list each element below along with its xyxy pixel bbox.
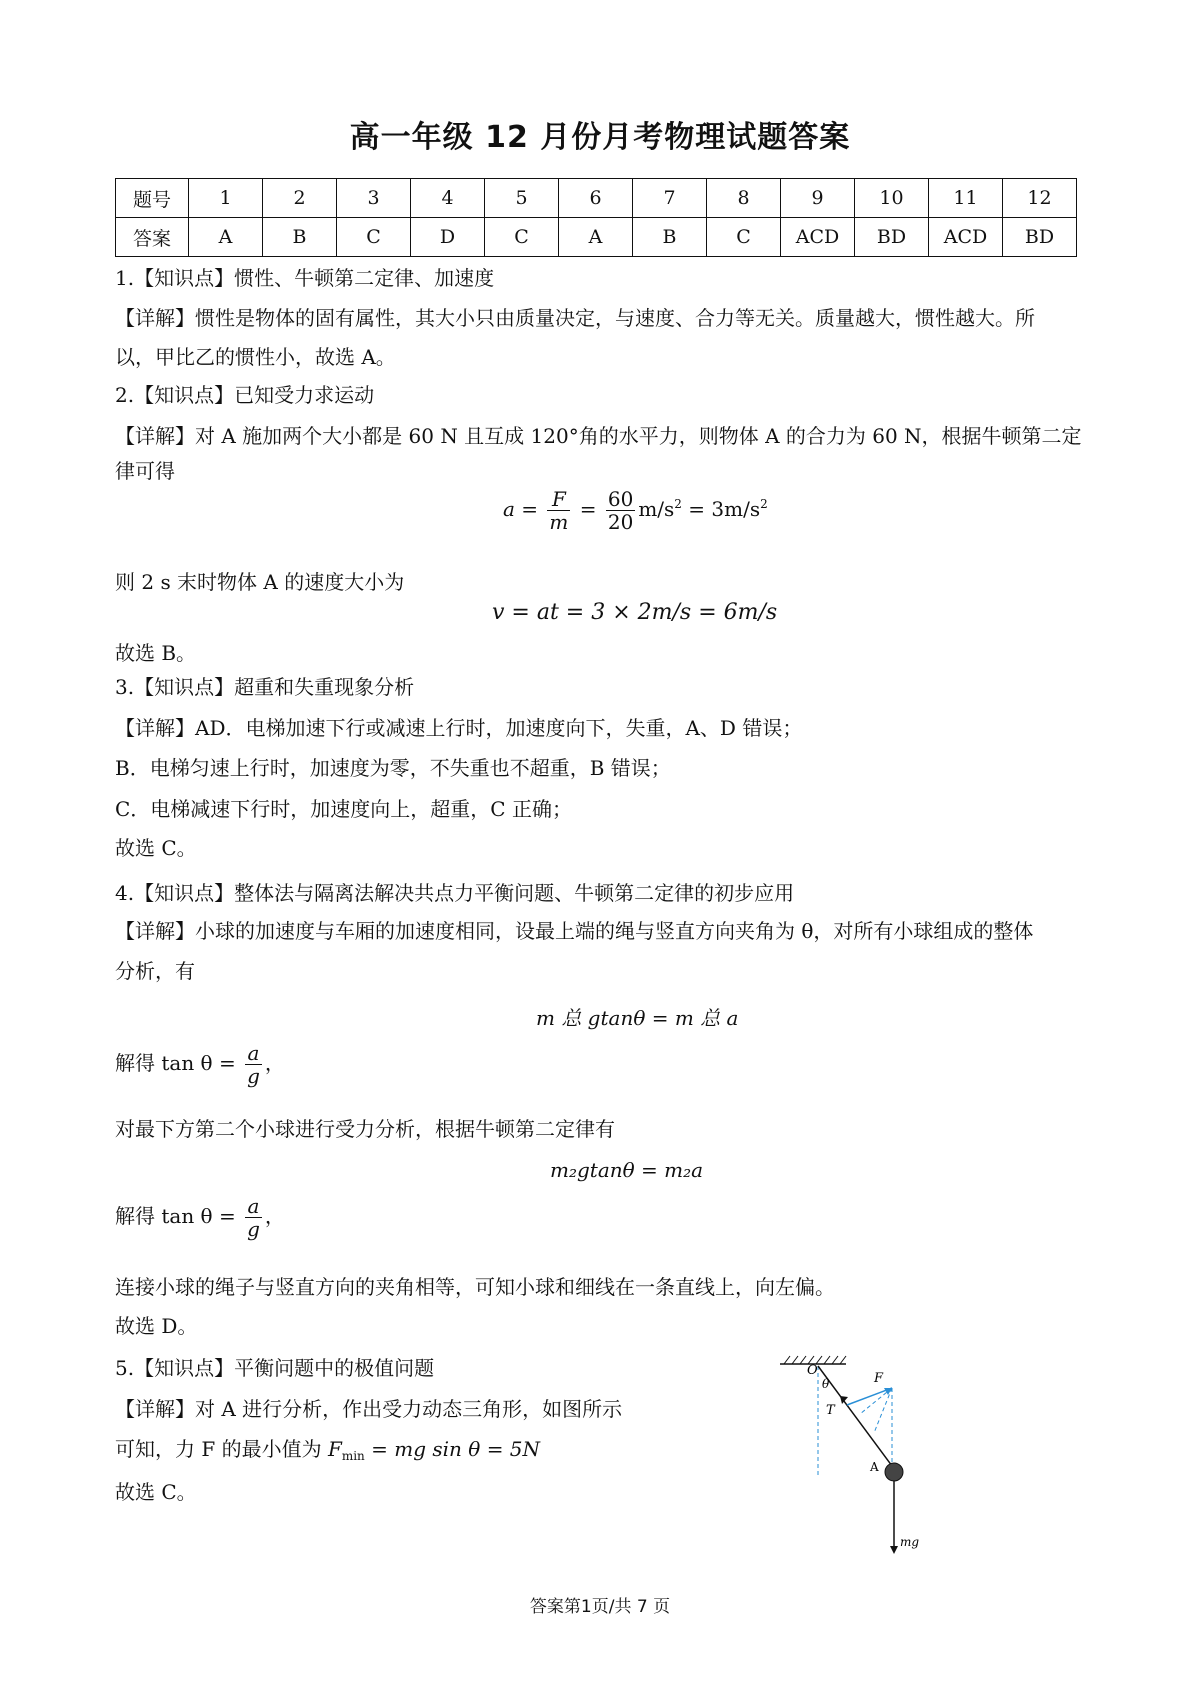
- q4-detail-line: 对最下方第二个小球进行受力分析，根据牛顿第二定律有: [115, 1117, 615, 1141]
- q2-detail-line: 故选 B。: [115, 641, 197, 665]
- q3-detail-line: C．电梯减速下行时，加速度向上，超重，C 正确；: [115, 797, 572, 821]
- answer-cell: C: [485, 218, 559, 257]
- q4-detail-line: 故选 D。: [115, 1314, 198, 1338]
- force-F-arrow: [847, 1388, 892, 1405]
- q2-detail-line: 律可得: [115, 459, 175, 483]
- dashed-line: [874, 1388, 892, 1433]
- q4-knowledge-point: 4.【知识点】整体法与隔离法解决共点力平衡问题、牛顿第二定律的初步应用: [115, 881, 795, 905]
- question-number-cell: 1: [189, 179, 263, 218]
- q2-velocity-formula: v = at = 3 × 2m/s = 6m/s: [492, 600, 778, 625]
- q4-detail-line: 【详解】小球的加速度与车厢的加速度相同，设最上端的绳与竖直方向夹角为 θ，对所有小球组成的整体: [115, 919, 1034, 943]
- q4-solution-line: 解得 tan θ = $\frac{a}{g}$ ，: [115, 1041, 285, 1088]
- q5-detail-line: 【详解】对 A 进行分析，作出受力动态三角形，如图所示: [115, 1397, 623, 1421]
- question-number-row: [116, 179, 1077, 218]
- ball-A-label: A: [870, 1460, 879, 1474]
- q3-detail-line: B．电梯匀速上行时，加速度为零，不失重也不超重，B 错误；: [115, 756, 671, 780]
- question-number-cell: 6: [559, 179, 633, 218]
- question-number-cell: 12: [1003, 179, 1077, 218]
- answer-cell: ACD: [929, 218, 1003, 257]
- gravity-mg-label: mg: [900, 1535, 920, 1549]
- answer-cell: C: [337, 218, 411, 257]
- answer-cell: BD: [1003, 218, 1077, 257]
- question-number-cell: 4: [411, 179, 485, 218]
- gravity-arrowhead: [890, 1546, 898, 1554]
- question-number-cell: 2: [263, 179, 337, 218]
- question-number-cell: 8: [707, 179, 781, 218]
- row-header-number: 题号: [116, 179, 189, 218]
- q4-whole-formula: m 总 gtanθ = m 总 a: [536, 1006, 739, 1030]
- answer-cell: C: [707, 218, 781, 257]
- q2-knowledge-point: 2.【知识点】已知受力求运动: [115, 383, 375, 407]
- ball-A: [885, 1463, 903, 1481]
- q2-acceleration-formula: a = $\frac{F}{m}$ = $\frac{60}{20}$ $m/s^2 = 3m/s^2$: [503, 487, 768, 534]
- q1-detail-line: 以，甲比乙的惯性小，故选 A。: [115, 345, 396, 369]
- tension-arrowhead: [840, 1396, 848, 1404]
- q3-knowledge-point: 3.【知识点】超重和失重现象分析: [115, 675, 415, 699]
- question-number-cell: 3: [337, 179, 411, 218]
- q5-detail-line: 故选 C。: [115, 1480, 197, 1504]
- q3-detail-line: 【详解】AD．电梯加速下行或减速上行时，加速度向下，失重，A、D 错误；: [115, 716, 803, 740]
- q4-solution-line: 解得 tan θ = $\frac{a}{g}$ ，: [115, 1194, 285, 1241]
- q2-detail-line: 则 2 s 末时物体 A 的速度大小为: [115, 570, 405, 594]
- question-number-cell: 9: [781, 179, 855, 218]
- force-triangle-diagram: [780, 1348, 940, 1558]
- q4-detail-line: 分析，有: [115, 959, 195, 983]
- answer-cell: A: [559, 218, 633, 257]
- answer-cell: B: [263, 218, 337, 257]
- question-number-cell: 5: [485, 179, 559, 218]
- answer-row: [116, 218, 1077, 257]
- point-O-label: O: [807, 1363, 818, 1378]
- answer-cell: D: [411, 218, 485, 257]
- answer-cell: BD: [855, 218, 929, 257]
- q3-detail-line: 故选 C。: [115, 836, 197, 860]
- q2-detail-line: 【详解】对 A 施加两个大小都是 60 N 且互成 120°角的水平力，则物体 A 的合力为 60 N，根据牛顿第二定: [115, 424, 1082, 448]
- q4-detail-line: 连接小球的绳子与竖直方向的夹角相等，可知小球和细线在一条直线上，向左偏。: [115, 1275, 835, 1299]
- row-header-answer: 答案: [116, 218, 189, 257]
- question-number-cell: 10: [855, 179, 929, 218]
- answer-cell: B: [633, 218, 707, 257]
- q4-ball-formula: m₂gtanθ = m₂a: [550, 1158, 704, 1182]
- q1-detail-line: 【详解】惯性是物体的固有属性，其大小只由质量决定，与速度、合力等无关。质量越大，惯性越大。所: [115, 306, 1035, 330]
- answer-cell: ACD: [781, 218, 855, 257]
- page-footer: 答案第1页/共 7 页: [529, 1597, 671, 1617]
- answer-table: [115, 178, 1077, 257]
- answer-cell: A: [189, 218, 263, 257]
- tension-T-label: T: [826, 1403, 835, 1418]
- question-number-cell: 11: [929, 179, 1003, 218]
- force-F-label: F: [874, 1371, 884, 1386]
- theta-label: θ: [822, 1377, 830, 1391]
- q1-knowledge-point: 1.【知识点】惯性、牛顿第二定律、加速度: [115, 266, 495, 290]
- page-title: 高一年级 12 月份月考物理试题答案: [349, 120, 851, 155]
- q5-knowledge-point: 5.【知识点】平衡问题中的极值问题: [115, 1356, 435, 1380]
- question-number-cell: 7: [633, 179, 707, 218]
- q5-min-force-line: 可知，力 F 的最小值为 $F_{min}$ = mg sin θ = 5N: [115, 1437, 541, 1463]
